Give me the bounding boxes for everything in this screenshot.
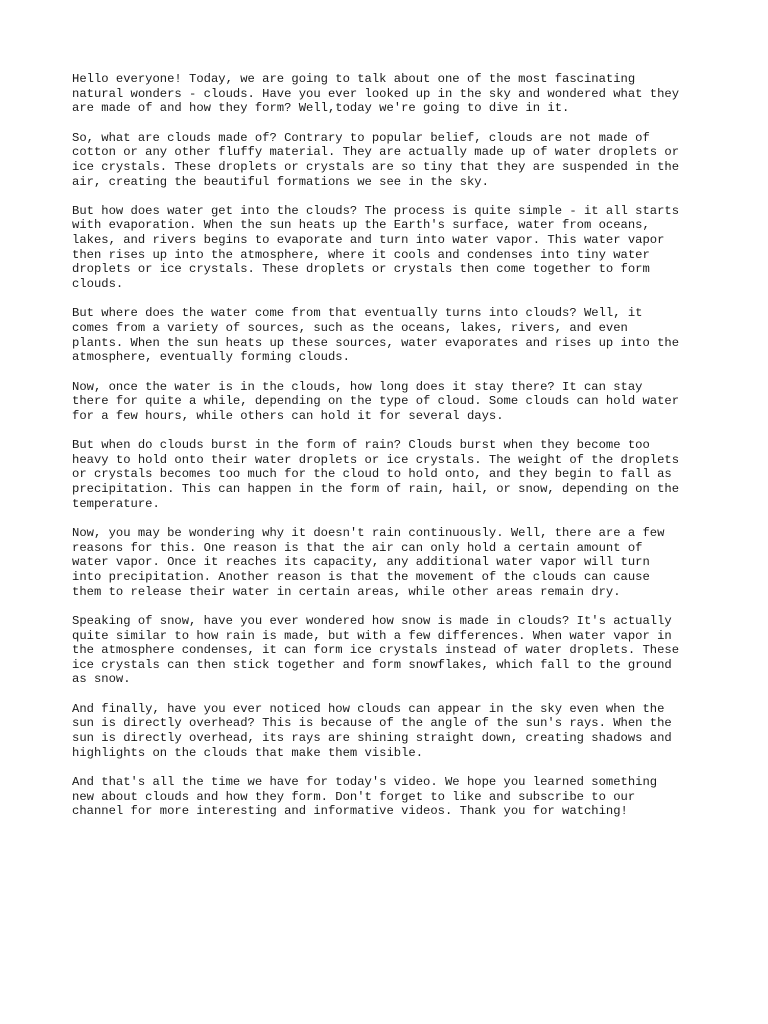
paragraph-rain-burst: But when do clouds burst in the form of rain? Clouds burst when they become too heavy to hold onto their water droplets or ice crystals. The weight of the droplets or crystals becomes too much for the cloud to hold onto, and they begin to fall as precipitation. This can happen in the form of rain, hail, or snow, depending on the temperature.: [72, 438, 680, 511]
paragraph-evaporation: But how does water get into the clouds? The process is quite simple - it all starts with evaporation. When the sun heats up the Earth's surface, water from oceans, lakes, and rivers begins to evaporate and turn into water vapor. This water vapor then rises up into the atmosphere, where it cools and condenses into tiny water droplets or ice crystals. These droplets or crystals then come together to form clouds.: [72, 203, 680, 292]
paragraph-closing: And that's all the time we have for today's video. We hope you learned something new about clouds and how they form. Don't forget to like and subscribe to our channel for more interesting and informative videos. Thank you for watching!: [72, 774, 658, 819]
paragraph-water-sources: But where does the water come from that eventually turns into clouds? Well, it comes from a variety of sources, such as the oceans, lakes, rivers, and even plants. When the sun heats up these sources, water evaporates and rises up into the atmosphere, eventually forming clouds.: [72, 306, 680, 365]
paragraph-sun-overhead: And finally, have you ever noticed how clouds can appear in the sky even when the sun is directly overhead? This is because of the angle of the sun's rays. When the sun is directly overhead, its rays are shining straight down, creating shadows and highlights on the clouds that make them visible.: [72, 701, 672, 760]
paragraph-why-not-continuous: Now, you may be wondering why it doesn't rain continuously. Well, there are a few reasons for this. One reason is that the air can only hold a certain amount of water vapor. Once it reaches its capacity, any additional water vapor will turn into precipitation. Another reason is that the movement of the clouds can cause them to release their water in certain areas, while other areas remain dry.: [72, 525, 665, 599]
paragraph-intro: Hello everyone! Today, we are going to talk about one of the most fascinating natural wonders - clouds. Have you ever looked up in the sky and wondered what they are made of and how they form? Well,today we're going to dive in it.: [72, 72, 680, 116]
paragraph-snow: Speaking of snow, have you ever wondered how snow is made in clouds? It's actually quite similar to how rain is made, but with a few differences. When water vapor in the atmosphere condenses, it can form ice crystals instead of water droplets. These ice crystals can then stick together and form snowflakes, which fall to the ground as snow.: [72, 613, 680, 687]
paragraph-how-long-water-stays: Now, once the water is in the clouds, how long does it stay there? It can stay there for quite a while, depending on the type of cloud. Some clouds can hold water for a few hours, while others can hold it for several days.: [72, 379, 680, 423]
paragraph-what-clouds-made-of: So, what are clouds made of? Contrary to popular belief, clouds are not made of cotton or any other fluffy material. They are actually made up of water droplets or ice crystals. These droplets or crystals are so tiny that they are suspended in the air, creating the beautiful formations we see in the sky.: [72, 130, 680, 189]
document-page: [72, 72, 702, 834]
